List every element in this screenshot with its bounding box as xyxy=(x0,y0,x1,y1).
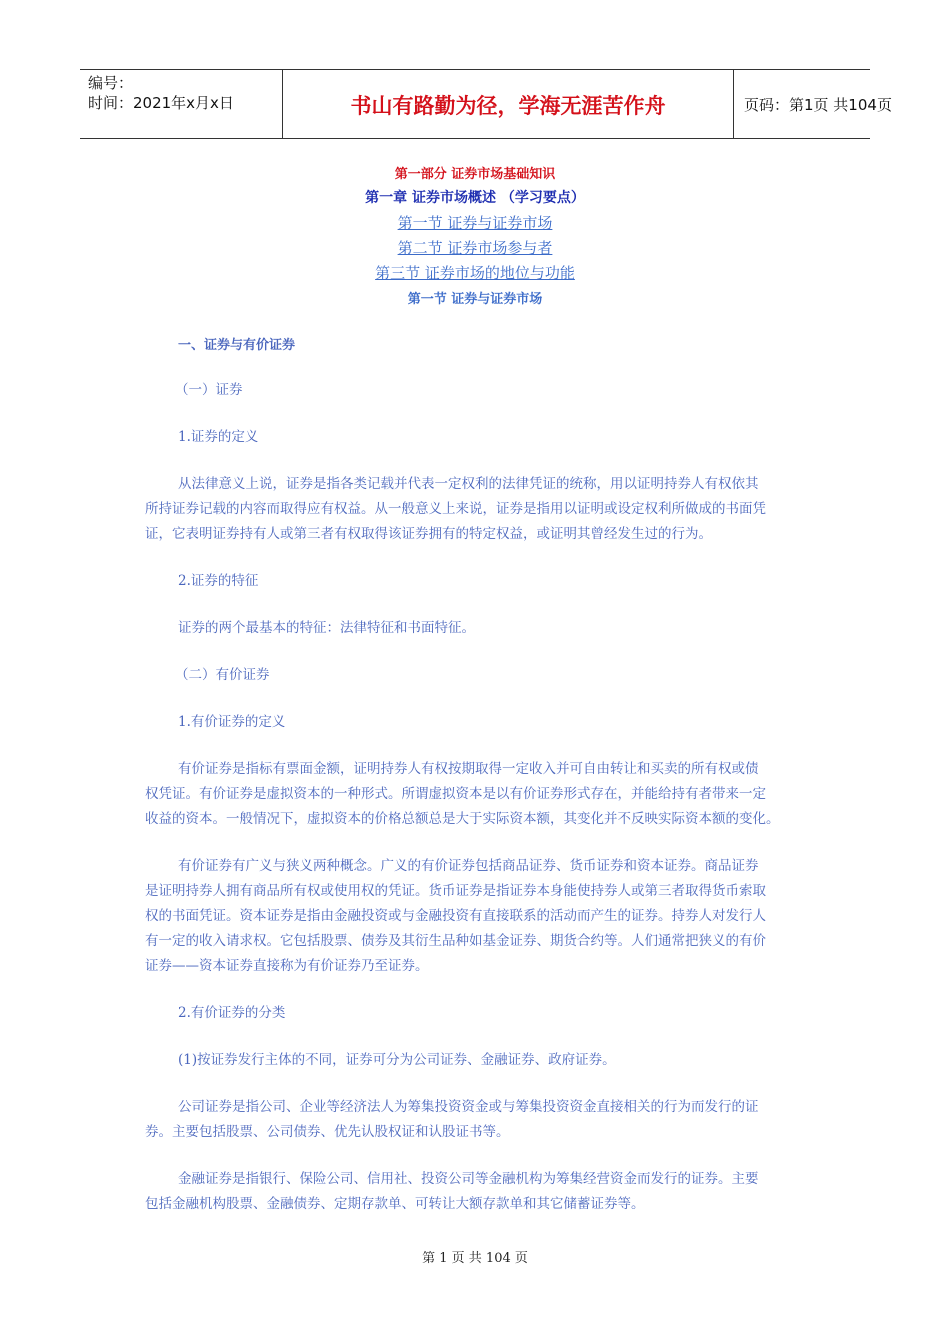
header-meta-cell xyxy=(80,70,282,138)
text-line: 从法律意义上说，证券是指各类记载并代表一定权利的法律凭证的统称，用以证明持券人有权依其 xyxy=(178,476,759,492)
motto: 书山有路勤为径，学海无涯苦作舟 xyxy=(350,94,666,118)
page-footer: 第 1 页 共 104 页 xyxy=(422,1251,528,1266)
toc-link-text[interactable]: 第三节 证券市场的地位与功能 xyxy=(375,264,575,282)
part-title: 第一部分 证券市场基础知识 xyxy=(394,167,556,182)
toc-link-section-1[interactable] xyxy=(0,212,950,233)
text-line: 包括金融机构股票、金融债券、定期存款单、可转让大额存款单和其它储蓄证券等。 xyxy=(145,1196,645,1212)
subheading-valued-securities: （二）有价证券 xyxy=(175,667,270,683)
text-line: 金融证券是指银行、保险公司、信用社、投资公司等金融机构为筹集经营资金而发行的证券。主要 xyxy=(178,1171,759,1187)
subheading-valued-definition: 1.有价证券的定义 xyxy=(178,714,286,730)
date-label: 时间：2021年x月x日 xyxy=(88,94,234,112)
text-line: 有价证券有广义与狭义两种概念。广义的有价证券包括商品证券、货币证券和资本证券。商品证券 xyxy=(178,858,759,874)
subheading-classification: 2.有价证券的分类 xyxy=(178,1005,286,1021)
toc-link-section-3[interactable] xyxy=(0,262,950,283)
section-title: 第一节 证券与证券市场 xyxy=(407,292,543,307)
subheading-definition: 1.证券的定义 xyxy=(178,429,259,445)
toc-link-text[interactable]: 第一节 证券与证券市场 xyxy=(397,214,553,232)
header-motto-cell xyxy=(282,70,734,138)
text-line: 所持证券记载的内容而取得应有权益。从一般意义上来说，证券是指用以证明或设定权利所做成的书面凭 xyxy=(145,501,766,517)
code-label: 编号： xyxy=(88,74,134,92)
text-line: 是证明持券人拥有商品所有权或使用权的凭证。货币证券是指证券本身能使持券人或第三者取得货币索取 xyxy=(145,883,766,899)
toc-link-text[interactable]: 第二节 证券市场参与者 xyxy=(397,239,553,257)
text-line: 公司证券是指公司、企业等经济法人为筹集投资资金或与筹集投资资金直接相关的行为而发行的证 xyxy=(178,1099,759,1115)
paragraph-classification: (1)按证券发行主体的不同，证券可分为公司证券、金融证券、政府证券。 xyxy=(178,1052,616,1068)
page-info: 页码：第1页 共104页 xyxy=(744,96,892,114)
heading-securities: 一、证券与有价证券 xyxy=(178,338,296,353)
header-page-cell xyxy=(734,70,892,138)
header-table xyxy=(80,69,892,139)
text-line: 权的书面凭证。资本证券是指由金融投资或与金融投资有直接联系的活动而产生的证券。持券人对发行人 xyxy=(145,908,766,924)
subheading-features: 2.证券的特征 xyxy=(178,573,259,589)
paragraph-features: 证券的两个最基本的特征：法律特征和书面特征。 xyxy=(178,620,475,636)
subheading-securities: （一）证券 xyxy=(175,382,243,398)
text-line: 权凭证。有价证券是虚拟资本的一种形式。所谓虚拟资本是以有价证券形式存在，并能给持有者带来一定 xyxy=(145,786,766,802)
chapter-title: 第一章 证券市场概述 （学习要点） xyxy=(365,190,585,206)
text-line: 收益的资本。一般情况下，虚拟资本的价格总额总是大于实际资本额，其变化并不反映实际资本额的变化。 xyxy=(145,811,780,827)
text-line: 有价证券是指标有票面金额，证明持券人有权按期取得一定收入并可自由转让和买卖的所有权或债 xyxy=(178,761,759,777)
text-line: 证，它表明证券持有人或第三者有权取得该证券拥有的特定权益，或证明其曾经发生过的行为。 xyxy=(145,526,712,542)
text-line: 有一定的收入请求权。它包括股票、债券及其衍生品种如基金证券、期货合约等。人们通常把狭义的有价 xyxy=(145,933,766,949)
text-line: 券。主要包括股票、公司债券、优先认股权证和认股证书等。 xyxy=(145,1124,510,1140)
toc-link-section-2[interactable] xyxy=(0,237,950,258)
text-line: 证券——资本证券直接称为有价证券乃至证券。 xyxy=(145,958,429,974)
